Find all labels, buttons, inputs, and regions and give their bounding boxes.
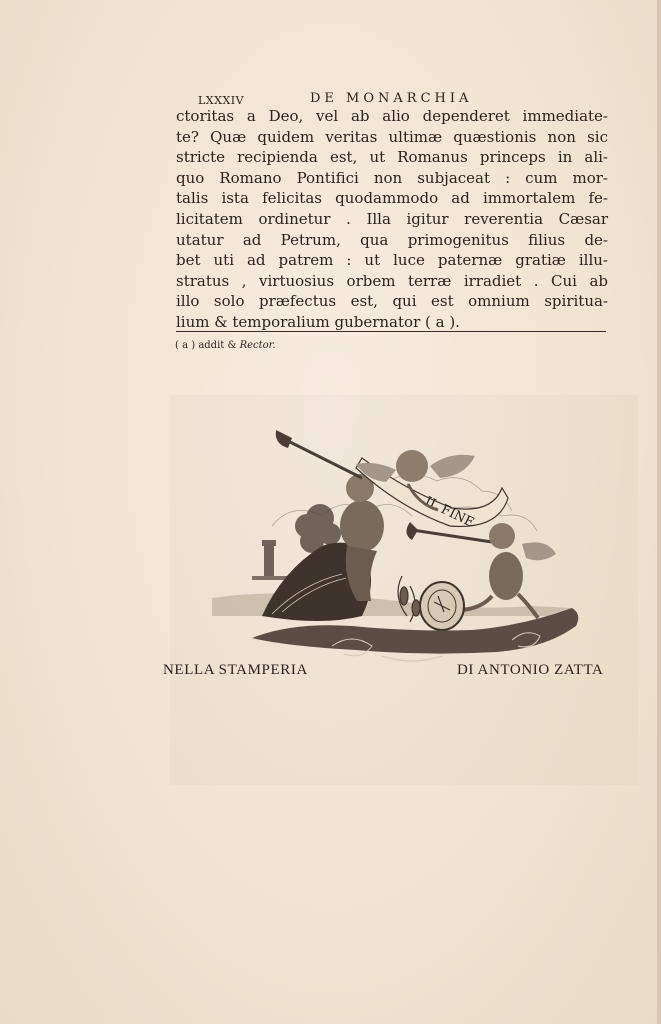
page-number: LXXXIV bbox=[198, 94, 245, 107]
text-line: licitatem ordinetur . Illa igitur reverentia Cæsar bbox=[176, 209, 608, 228]
imprint-right: DI ANTONIO ZATTA bbox=[457, 662, 604, 678]
text-line: lium & temporalium gubernator ( a ). bbox=[176, 312, 460, 331]
text-line: stricte recipienda est, ut Romanus princeps in ali- bbox=[176, 148, 608, 167]
text-line: bet uti ad patrem : ut luce paternæ gratiæ illu- bbox=[176, 251, 608, 270]
text-line: illo solo præfectus est, qui est omnium spiritua- bbox=[176, 292, 608, 311]
engraved-vignette-icon bbox=[212, 426, 586, 676]
text-line: talis ista felicitas quodammodo ad immortalem fe- bbox=[176, 189, 608, 208]
running-title: DE MONARCHIA bbox=[310, 91, 473, 106]
text-line: te? Quæ quidem veritas ultimæ quæstionis non sic bbox=[176, 127, 608, 146]
footnote-marker: ( a ) bbox=[175, 340, 196, 351]
footnote-italic-word: Rector. bbox=[239, 340, 276, 351]
footnote bbox=[175, 340, 276, 351]
text-line: ctoritas a Deo, vel ab alio dependeret immediate- bbox=[176, 107, 608, 125]
footnote-text: addit bbox=[198, 340, 225, 351]
text-line: utatur ad Petrum, qua primogenitus filius de- bbox=[176, 230, 608, 249]
text-line: stratus , virtuosius orbem terræ irradiet . Cui ab bbox=[176, 271, 608, 290]
body-text bbox=[176, 106, 608, 333]
imprint-left: NELLA STAMPERIA bbox=[163, 662, 308, 678]
text-line: quo Romano Pontifici non subjaceat : cum mor- bbox=[176, 168, 608, 187]
footnote-ampersand: & bbox=[227, 340, 237, 351]
banner-text: IL FINE bbox=[422, 494, 477, 531]
footnote-rule bbox=[176, 331, 606, 332]
page-edge bbox=[657, 0, 661, 1024]
